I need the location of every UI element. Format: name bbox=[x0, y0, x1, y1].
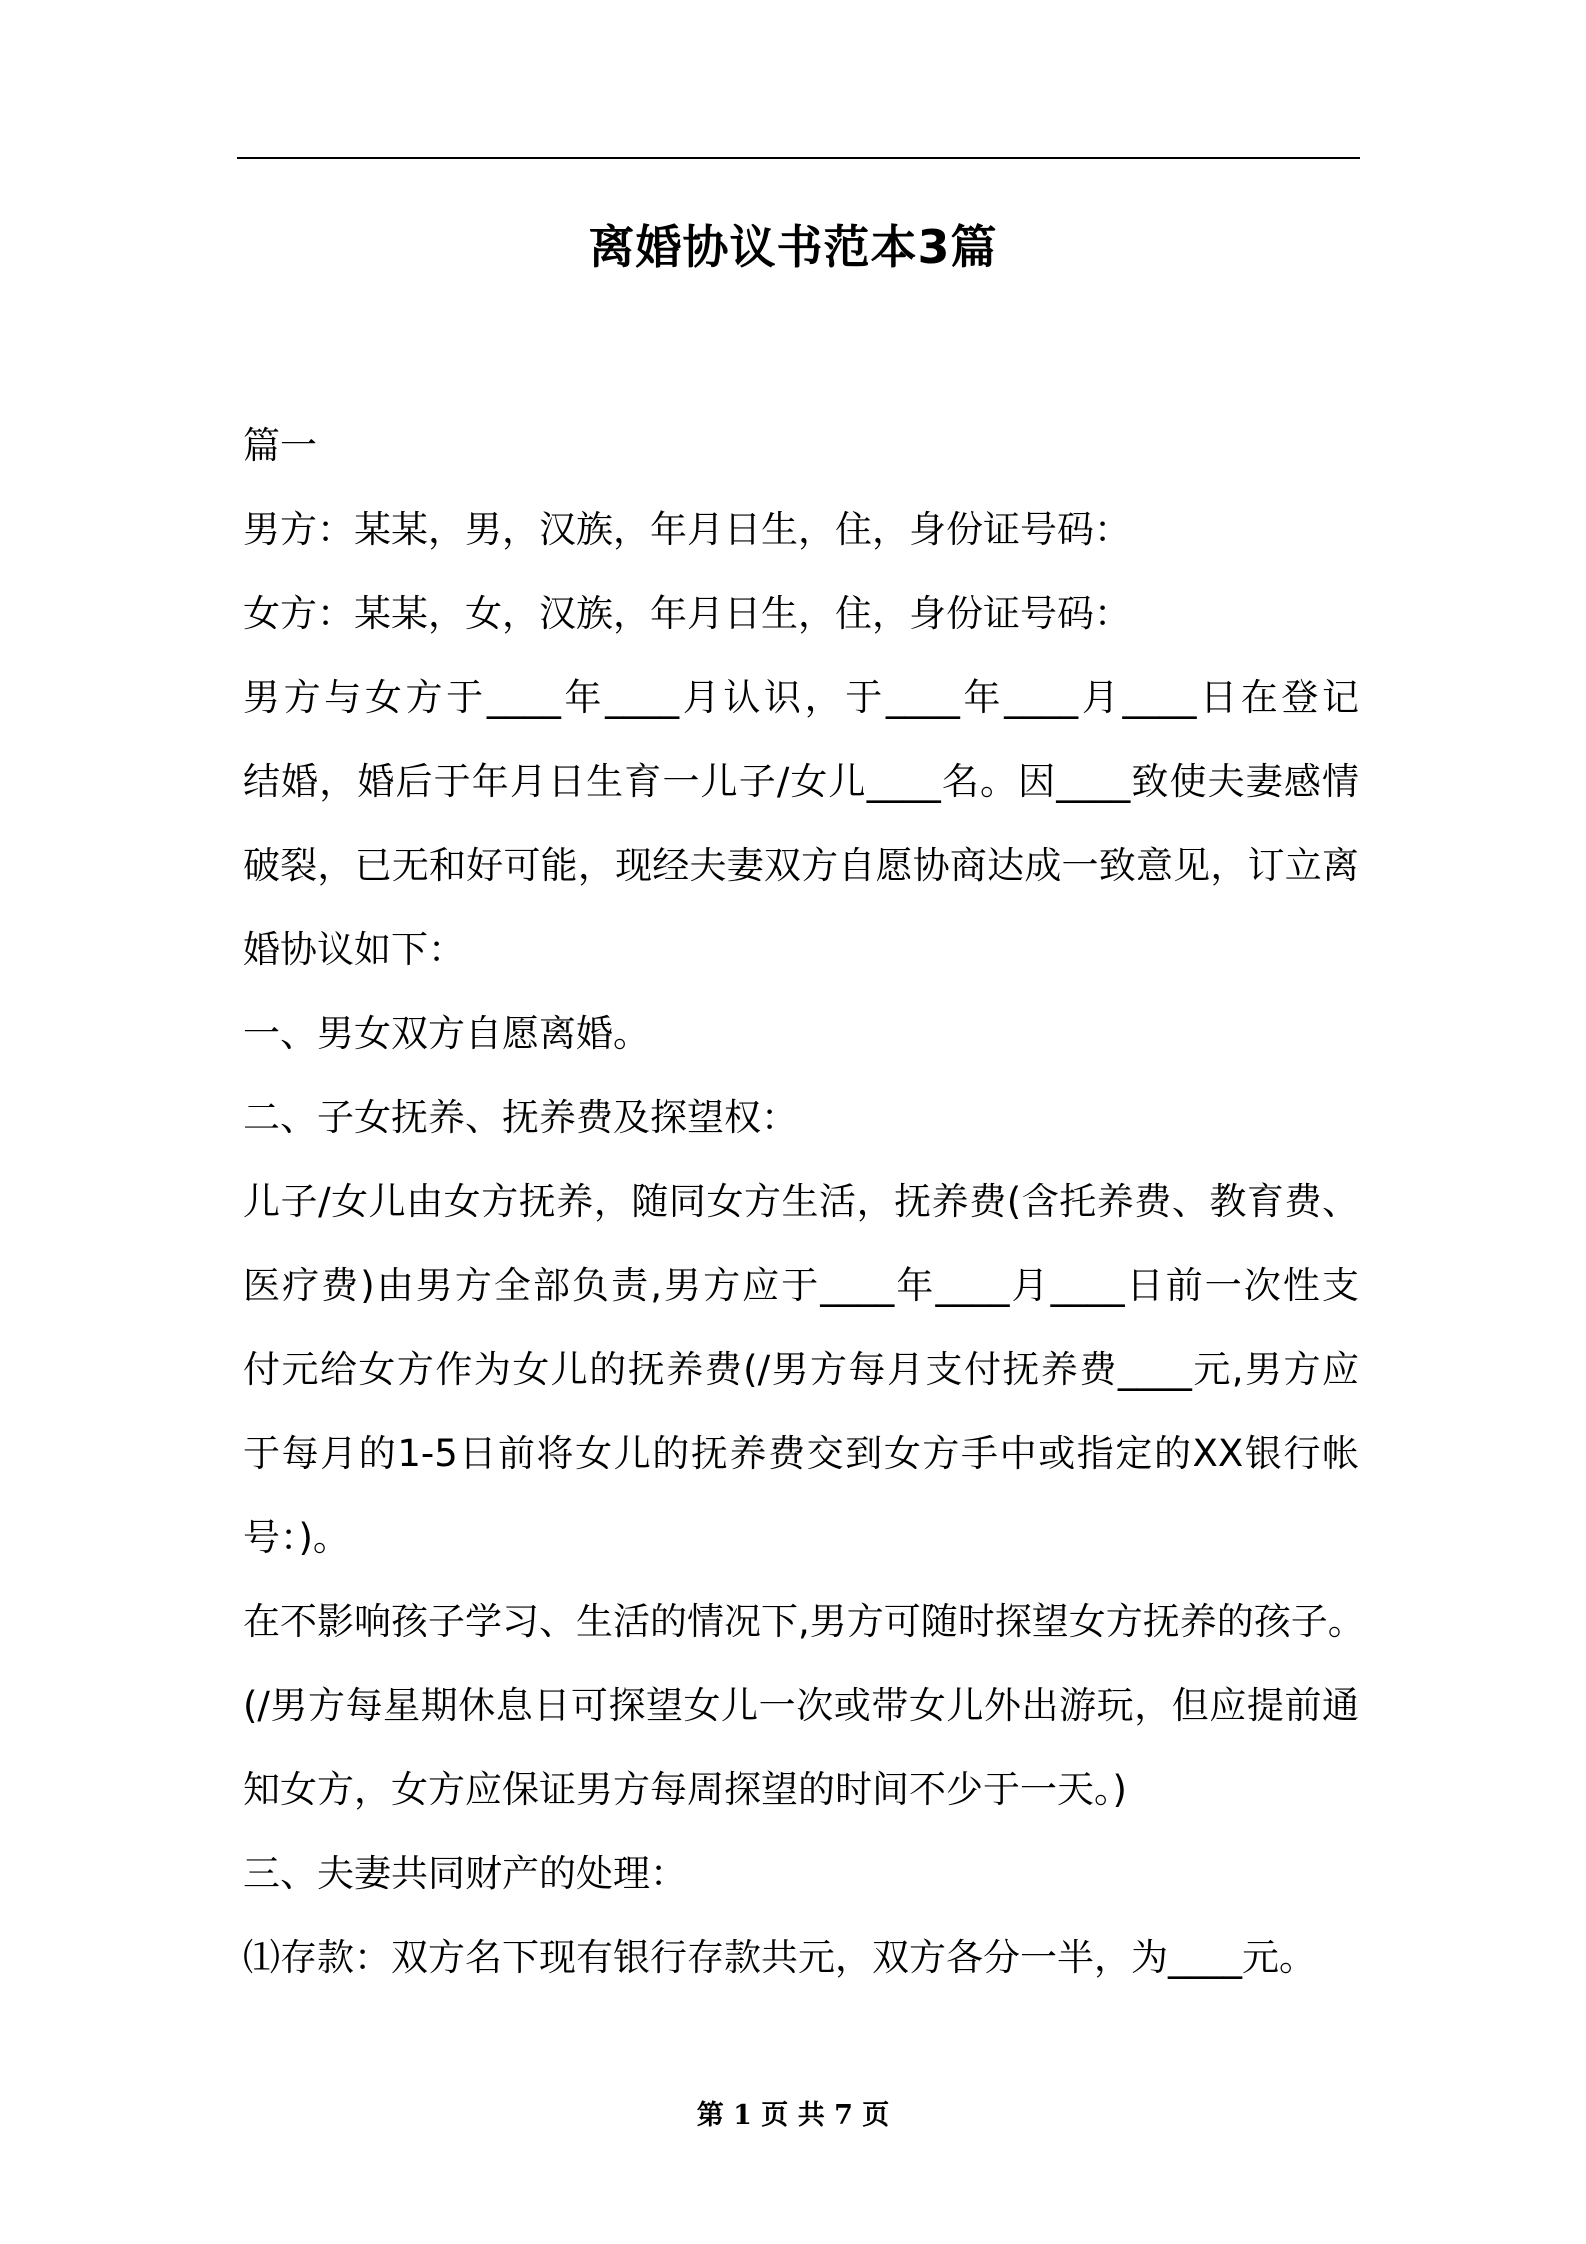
body-line: 医疗费)由男方全部负责,男方应于____年____月____日前一次性支 bbox=[243, 1264, 1359, 1307]
body-line: ⑴存款：双方名下现有银行存款共元，双方各分一半，为____元。 bbox=[243, 1936, 1316, 1979]
body-line: 男方：某某，男，汉族，年月日生，住，身份证号码： bbox=[243, 508, 1131, 551]
body-line: 男方与女方于____年____月认识，于____年____月____日在登记 bbox=[243, 676, 1359, 719]
document-title: 离婚协议书范本3篇 bbox=[588, 220, 998, 274]
body-line: 一、男女双方自愿离婚。 bbox=[243, 1012, 650, 1055]
document-body bbox=[243, 404, 1365, 2000]
body-line: (/男方每星期休息日可探望女儿一次或带女儿外出游玩，但应提前通 bbox=[243, 1684, 1359, 1727]
body-line: 结婚，婚后于年月日生育一儿子/女儿____名。因____致使夫妻感情 bbox=[243, 760, 1359, 803]
body-line: 三、夫妻共同财产的处理： bbox=[243, 1852, 687, 1895]
section-heading: 篇一 bbox=[243, 424, 317, 467]
body-line: 婚协议如下： bbox=[243, 928, 465, 971]
body-line: 女方：某某，女，汉族，年月日生，住，身份证号码： bbox=[243, 592, 1131, 635]
header-rule bbox=[237, 157, 1360, 159]
body-line: 付元给女方作为女儿的抚养费(/男方每月支付抚养费____元,男方应 bbox=[243, 1348, 1359, 1391]
body-line: 二、子女抚养、抚养费及探望权： bbox=[243, 1096, 798, 1139]
body-line: 知女方，女方应保证男方每周探望的时间不少于一天。) bbox=[243, 1768, 1127, 1811]
body-line: 号：)。 bbox=[243, 1516, 350, 1559]
body-line: 破裂，已无和好可能，现经夫妻双方自愿协商达成一致意见，订立离 bbox=[243, 844, 1359, 887]
page-number-footer: 第 1 页 共 7 页 bbox=[696, 2100, 890, 2131]
body-line: 于每月的1-5日前将女儿的抚养费交到女方手中或指定的XX银行帐 bbox=[243, 1432, 1359, 1475]
body-line: 儿子/女儿由女方抚养，随同女方生活，抚养费(含托养费、教育费、 bbox=[243, 1180, 1359, 1223]
body-line: 在不影响孩子学习、生活的情况下,男方可随时探望女方抚养的孩子。 bbox=[243, 1600, 1365, 1643]
